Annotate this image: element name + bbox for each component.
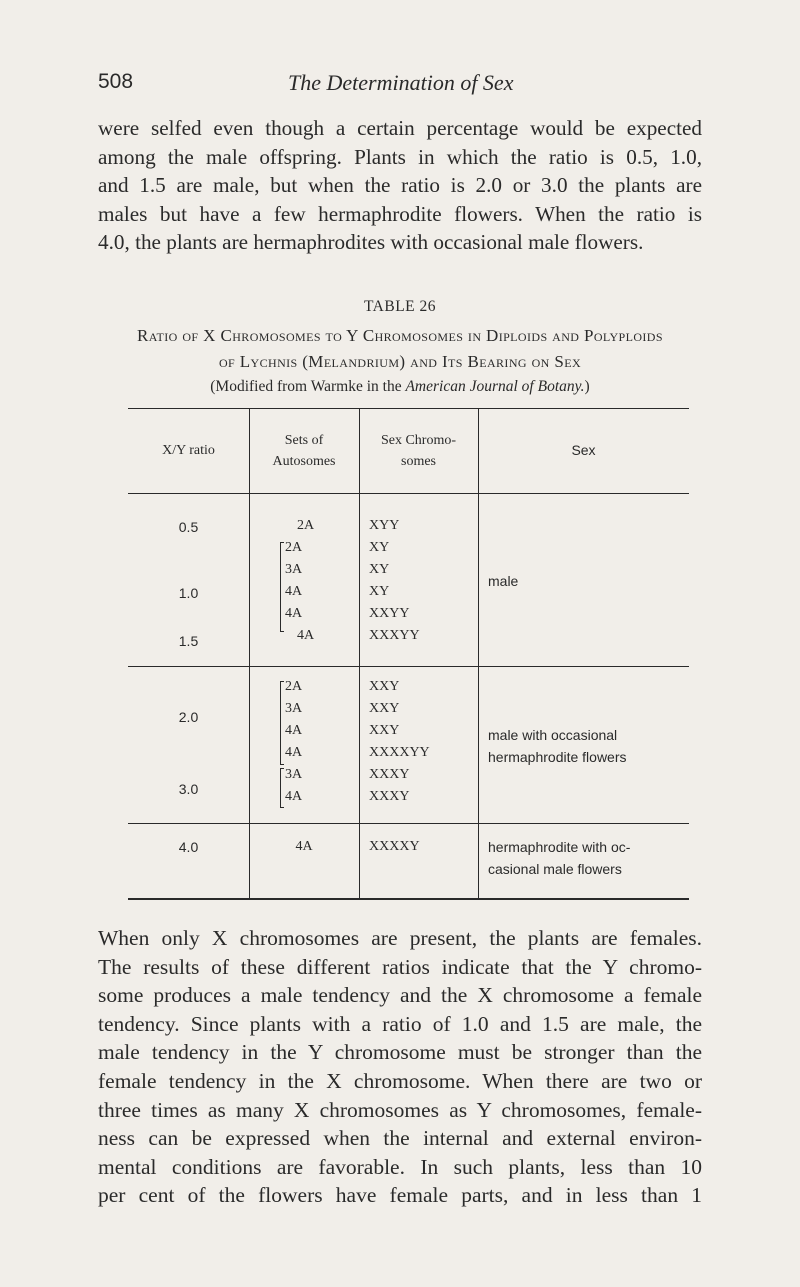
text-line: mental conditions are favorable. In such plants, less than 10	[98, 1154, 702, 1179]
sex-chromosome-cell: XXXY	[369, 789, 410, 804]
sex-chromosome-cell: XXY	[369, 723, 400, 738]
text-line: The results of these different ratios indicate that the Y chromo-	[98, 954, 702, 979]
sex-chromosome-cell: XY	[369, 562, 390, 577]
group-rule-2	[128, 823, 689, 824]
table-source-note	[0, 378, 800, 396]
table-top-rule	[128, 408, 689, 409]
header-bottom-rule	[128, 493, 689, 494]
text-line: some produces a male tendency and the X chromosome a female	[98, 983, 702, 1008]
sex-chromosome-cell: XY	[369, 584, 390, 599]
text-line: and 1.5 are male, but when the ratio is 2.0 or 3.0 the plants are	[98, 173, 702, 197]
sex-chromosome-cell: XXXY	[369, 767, 410, 782]
bracket	[280, 542, 284, 632]
autosomes-cell: 4A	[297, 628, 315, 643]
sex-chromosome-cell: XXY	[369, 701, 400, 716]
body-paragraph-2	[98, 924, 702, 1210]
autosomes-cell: 4A	[285, 745, 303, 760]
ratio-cell: 4.0	[178, 839, 199, 855]
autosomes-cell: 4A	[285, 723, 303, 738]
page-number: 508	[98, 70, 134, 93]
source-prefix: (Modified from Warmke in the	[210, 378, 406, 395]
ratio-cell: 3.0	[178, 781, 199, 797]
running-title: The Determination of Sex	[288, 70, 514, 95]
autosomes-cell: 4A	[295, 839, 313, 854]
table-caption-line-1: Ratio of X Chromosomes to Y Chromosomes in Diploids and Polyploids	[137, 326, 663, 345]
sex-chromosome-cell: XY	[369, 540, 390, 555]
running-header	[98, 70, 698, 106]
text-line: male tendency in the Y chromosome must be stronger than the	[98, 1040, 702, 1065]
sex-cell: male	[488, 573, 519, 589]
body-paragraph-1	[98, 114, 702, 257]
text-line: 4.0, the plants are hermaphrodites with occasional male flowers.	[98, 230, 644, 254]
sex-chromosome-cell: XXYY	[369, 606, 410, 621]
source-suffix: )	[584, 378, 590, 395]
autosomes-cell: 2A	[285, 540, 303, 555]
ratio-cell: 1.5	[178, 633, 199, 649]
text-line: tendency. Since plants with a ratio of 1.0 and 1.5 are male, the	[98, 1011, 702, 1036]
header-autosomes: Sets of Autosomes	[272, 433, 336, 469]
ratio-cell: 0.5	[178, 519, 199, 535]
text-line: female tendency in the X chromosome. When there are two or	[98, 1068, 702, 1093]
ratio-cell: 1.0	[178, 585, 199, 601]
sex-cell: male with occasional hermaphrodite flowers	[488, 727, 627, 766]
table-bottom-rule	[128, 898, 689, 900]
autosomes-cell: 3A	[285, 701, 303, 716]
group-rule-1	[128, 666, 689, 667]
header-sex: Sex	[571, 442, 596, 458]
sex-cell: hermaphrodite with oc- casional male flowers	[488, 839, 631, 878]
text-line: three times as many X chromosomes as Y chromosomes, female-	[98, 1097, 702, 1122]
column-rule-2	[359, 408, 360, 898]
autosomes-cell: 2A	[285, 679, 303, 694]
autosomes-cell: 4A	[285, 606, 303, 621]
text-line: When only X chromosomes are present, the plants are females.	[98, 926, 702, 950]
table-caption-line-2: of Lychnis (Melandrium) and Its Bearing on Sex	[218, 352, 582, 371]
autosomes-cell: 4A	[285, 584, 303, 599]
autosomes-cell: 4A	[285, 789, 303, 804]
bracket	[280, 768, 284, 808]
table-label: TABLE 26	[363, 298, 437, 315]
text-line: ness can be expressed when the internal and external environ-	[98, 1126, 702, 1151]
bracket	[280, 681, 284, 765]
autosomes-cell: 3A	[285, 562, 303, 577]
column-rule-1	[249, 408, 250, 898]
sex-chromosome-cell: XXXYY	[369, 628, 420, 643]
ratio-cell: 2.0	[178, 709, 199, 725]
header-sex-chromosomes: Sex Chromo- somes	[380, 433, 457, 469]
sex-chromosome-cell: XYY	[369, 518, 400, 533]
text-line: males but have a few hermaphrodite flowers. When the ratio is	[98, 201, 702, 226]
text-line: among the male offspring. Plants in which the ratio is 0.5, 1.0,	[98, 144, 702, 169]
header-ratio: X/Y ratio	[162, 443, 215, 458]
sex-chromosome-cell: XXY	[369, 679, 400, 694]
source-journal: American Journal of Botany.	[405, 378, 585, 395]
text-line: per cent of the flowers have female parts, and in less than 1	[98, 1183, 702, 1208]
autosomes-cell: 3A	[285, 767, 303, 782]
text-line: were selfed even though a certain percentage would be expected	[98, 116, 702, 140]
autosomes-cell: 2A	[297, 518, 315, 533]
sex-chromosome-cell: XXXXYY	[369, 745, 430, 760]
column-rule-3	[478, 408, 479, 898]
sex-chromosome-cell: XXXXY	[369, 839, 420, 854]
